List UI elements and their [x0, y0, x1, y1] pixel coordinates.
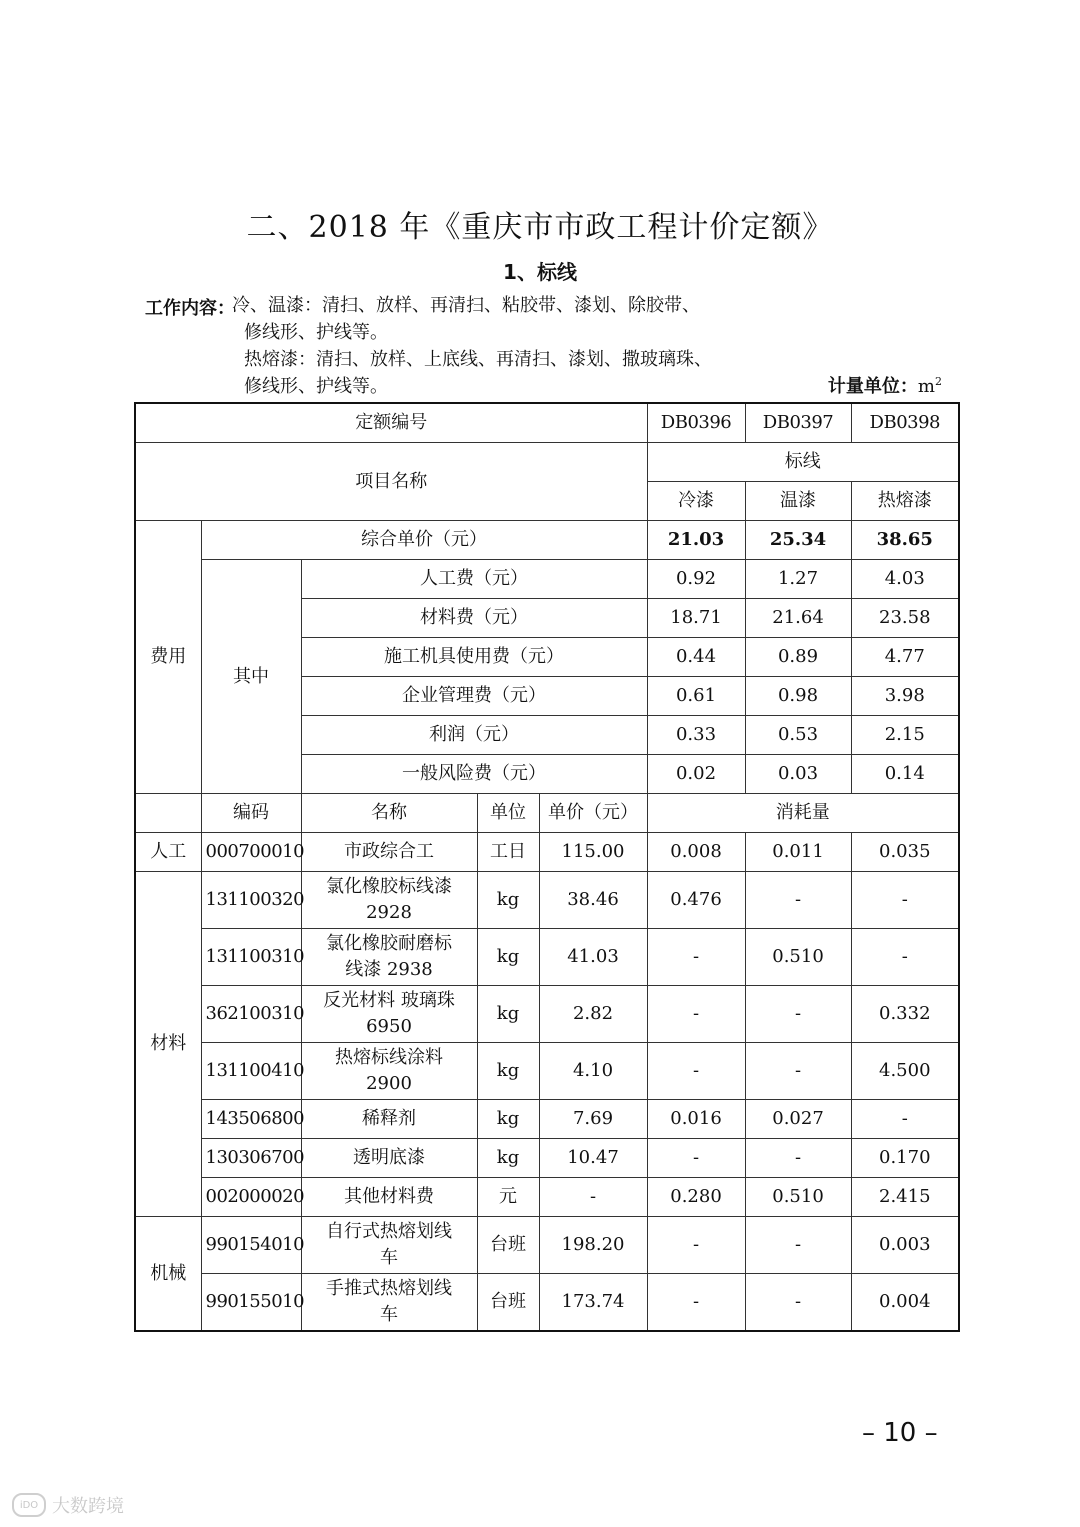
quota-code: DB0398 [851, 403, 959, 443]
breakdown-value: 18.71 [647, 599, 745, 638]
group-name: 标线 [647, 443, 959, 482]
composite-price-value: 38.65 [851, 521, 959, 560]
watermark-text: 大数跨境 [52, 1496, 124, 1517]
composite-price-label: 综合单价（元） [201, 521, 647, 560]
item-name-line-1: 氯化橡胶耐磨标 [326, 933, 452, 954]
breakdown-value: 2.15 [851, 716, 959, 755]
breakdown-value: 0.92 [647, 560, 745, 599]
header-consumption: 消耗量 [647, 794, 959, 833]
item-price: - [539, 1178, 647, 1217]
consumption-value: - [745, 1139, 851, 1178]
breakdown-label: 施工机具使用费（元） [301, 638, 647, 677]
consumption-value: 0.011 [745, 833, 851, 872]
quota-code-label: 定额编号 [135, 403, 647, 443]
consumption-value: - [647, 1274, 745, 1332]
consumption-value: 0.027 [745, 1100, 851, 1139]
breakdown-value: 21.64 [745, 599, 851, 638]
category-label: 人工 [135, 833, 201, 872]
consumption-value: - [647, 1043, 745, 1100]
item-name-label: 项目名称 [135, 443, 647, 521]
consumption-value: 2.415 [851, 1178, 959, 1217]
work-content-line-4: 修线形、护线等。 [244, 376, 388, 397]
breakdown-value: 0.03 [745, 755, 851, 794]
table-row [135, 1043, 959, 1100]
item-unit: 工日 [477, 833, 539, 872]
item-unit: kg [477, 1100, 539, 1139]
consumption-value: - [745, 1043, 851, 1100]
breakdown-value: 3.98 [851, 677, 959, 716]
item-price: 10.47 [539, 1139, 647, 1178]
breakdown-value: 0.14 [851, 755, 959, 794]
table-row [135, 521, 959, 560]
consumption-value: - [745, 1274, 851, 1332]
work-content-line-2: 修线形、护线等。 [244, 322, 388, 343]
category-label: 机械 [135, 1217, 201, 1332]
quota-code: DB0396 [647, 403, 745, 443]
item-unit: 台班 [477, 1274, 539, 1332]
item-name-cell [301, 1043, 477, 1100]
consumption-value: - [851, 872, 959, 929]
sub-name: 冷漆 [647, 482, 745, 521]
header-name: 名称 [301, 794, 477, 833]
consumption-value: - [745, 1217, 851, 1274]
item-price: 115.00 [539, 833, 647, 872]
item-name-cell [301, 1274, 477, 1332]
item-price: 2.82 [539, 986, 647, 1043]
item-unit: kg [477, 929, 539, 986]
item-code: 362100310 [201, 986, 301, 1043]
table-row [135, 833, 959, 872]
header-blank [135, 794, 201, 833]
consumption-value: - [745, 872, 851, 929]
item-name-cell [301, 986, 477, 1043]
header-price: 单价（元） [539, 794, 647, 833]
composite-price-value: 21.03 [647, 521, 745, 560]
unit-label [828, 372, 942, 398]
breakdown-value: 1.27 [745, 560, 851, 599]
work-content-line-1: 冷、温漆：清扫、放样、再清扫、粘胶带、漆划、除胶带、 [232, 295, 700, 316]
item-name-cell [301, 1178, 477, 1217]
item-code: 131100320 [201, 872, 301, 929]
item-name-line-1: 其他材料费 [344, 1186, 434, 1207]
table-row [135, 872, 959, 929]
item-name-line-1: 市政综合工 [344, 841, 434, 862]
breakdown-label: 利润（元） [301, 716, 647, 755]
consumption-value: 0.035 [851, 833, 959, 872]
item-name-line-2: 2900 [366, 1073, 412, 1094]
item-name-line-2: 6950 [366, 1016, 412, 1037]
breakdown-label: 企业管理费（元） [301, 677, 647, 716]
item-name-line-2: 车 [380, 1247, 398, 1268]
consumption-value: 0.510 [745, 1178, 851, 1217]
breakdown-value: 0.53 [745, 716, 851, 755]
page-title: 二、2018 年《重庆市市政工程计价定额》 [246, 210, 834, 245]
category-label: 材料 [135, 872, 201, 1217]
consumption-value: 0.510 [745, 929, 851, 986]
breakdown-value: 0.02 [647, 755, 745, 794]
consumption-value: - [647, 929, 745, 986]
item-code: 000700010 [201, 833, 301, 872]
consumption-value: - [851, 929, 959, 986]
quota-code: DB0397 [745, 403, 851, 443]
item-name-line-1: 热熔标线涂料 [335, 1047, 443, 1068]
header-unit: 单位 [477, 794, 539, 833]
quota-table [134, 402, 960, 1332]
item-price: 7.69 [539, 1100, 647, 1139]
breakdown-value: 0.98 [745, 677, 851, 716]
breakdown-value: 0.61 [647, 677, 745, 716]
breakdown-value: 0.44 [647, 638, 745, 677]
item-name-cell [301, 872, 477, 929]
item-name-line-2: 2928 [366, 902, 412, 923]
table-row [135, 403, 959, 443]
item-name-cell [301, 833, 477, 872]
item-name-cell [301, 929, 477, 986]
breakdown-label: 一般风险费（元） [301, 755, 647, 794]
breakdown-label: 人工费（元） [301, 560, 647, 599]
table-row [135, 1178, 959, 1217]
composite-price-value: 25.34 [745, 521, 851, 560]
item-name-line-1: 稀释剂 [362, 1108, 416, 1129]
table-row [135, 1274, 959, 1332]
item-unit: kg [477, 872, 539, 929]
consumption-value: 0.332 [851, 986, 959, 1043]
consumption-value: 0.170 [851, 1139, 959, 1178]
item-code: 002000020 [201, 1178, 301, 1217]
consumption-value: 0.016 [647, 1100, 745, 1139]
consumption-value: - [647, 986, 745, 1043]
item-unit: kg [477, 986, 539, 1043]
table-row [135, 1139, 959, 1178]
table-row [135, 443, 959, 482]
item-price: 198.20 [539, 1217, 647, 1274]
item-name-line-1: 手推式热熔划线 [326, 1278, 452, 1299]
consumption-value: - [851, 1100, 959, 1139]
item-name-line-1: 氯化橡胶标线漆 [326, 876, 452, 897]
item-name-line-1: 透明底漆 [353, 1147, 425, 1168]
item-unit: 元 [477, 1178, 539, 1217]
item-unit: 台班 [477, 1217, 539, 1274]
consumption-value: - [647, 1139, 745, 1178]
item-name-cell [301, 1139, 477, 1178]
table-row [135, 794, 959, 833]
consumption-value: - [745, 986, 851, 1043]
item-price: 41.03 [539, 929, 647, 986]
item-name-line-1: 反光材料 玻璃珠 [323, 990, 455, 1011]
item-code: 130306700 [201, 1139, 301, 1178]
table-row [135, 1100, 959, 1139]
consumption-value: - [647, 1217, 745, 1274]
item-price: 38.46 [539, 872, 647, 929]
item-code: 990155010 [201, 1274, 301, 1332]
breakdown-value: 0.33 [647, 716, 745, 755]
table-row [135, 929, 959, 986]
item-code: 131100410 [201, 1043, 301, 1100]
item-code: 143506800 [201, 1100, 301, 1139]
item-unit: kg [477, 1043, 539, 1100]
work-content-label: 工作内容： [145, 298, 235, 319]
header-code: 编码 [201, 794, 301, 833]
table-row [135, 1217, 959, 1274]
breakdown-label: 材料费（元） [301, 599, 647, 638]
item-code: 990154010 [201, 1217, 301, 1274]
item-price: 4.10 [539, 1043, 647, 1100]
item-name-line-1: 自行式热熔划线 [326, 1221, 452, 1242]
unit-superscript: 2 [935, 375, 942, 388]
sub-name: 温漆 [745, 482, 851, 521]
consumption-value: 0.004 [851, 1274, 959, 1332]
cost-label: 费用 [135, 521, 201, 794]
table-row [135, 560, 959, 599]
table-row [135, 986, 959, 1043]
unit-label-text: 计量单位： [827, 376, 918, 397]
watermark [12, 1492, 124, 1518]
consumption-value: 0.003 [851, 1217, 959, 1274]
item-name-cell [301, 1217, 477, 1274]
breakdown-value: 4.03 [851, 560, 959, 599]
sub-name: 热熔漆 [851, 482, 959, 521]
item-name-line-2: 车 [380, 1304, 398, 1325]
consumption-value: 0.280 [647, 1178, 745, 1217]
section-title: 1、标线 [503, 260, 577, 284]
item-code: 131100310 [201, 929, 301, 986]
page-number: – 10 – [862, 1418, 938, 1448]
consumption-value: 0.476 [647, 872, 745, 929]
watermark-logo-icon: iDO [12, 1493, 46, 1517]
breakdown-value: 4.77 [851, 638, 959, 677]
work-content-line-3: 热熔漆：清扫、放样、上底线、再清扫、漆划、撒玻璃珠、 [244, 349, 712, 370]
item-price: 173.74 [539, 1274, 647, 1332]
consumption-value: 0.008 [647, 833, 745, 872]
unit-value: m [917, 376, 935, 397]
item-name-line-2: 线漆 2938 [345, 959, 433, 980]
item-unit: kg [477, 1139, 539, 1178]
consumption-value: 4.500 [851, 1043, 959, 1100]
among-label: 其中 [201, 560, 301, 794]
breakdown-value: 23.58 [851, 599, 959, 638]
item-name-cell [301, 1100, 477, 1139]
breakdown-value: 0.89 [745, 638, 851, 677]
